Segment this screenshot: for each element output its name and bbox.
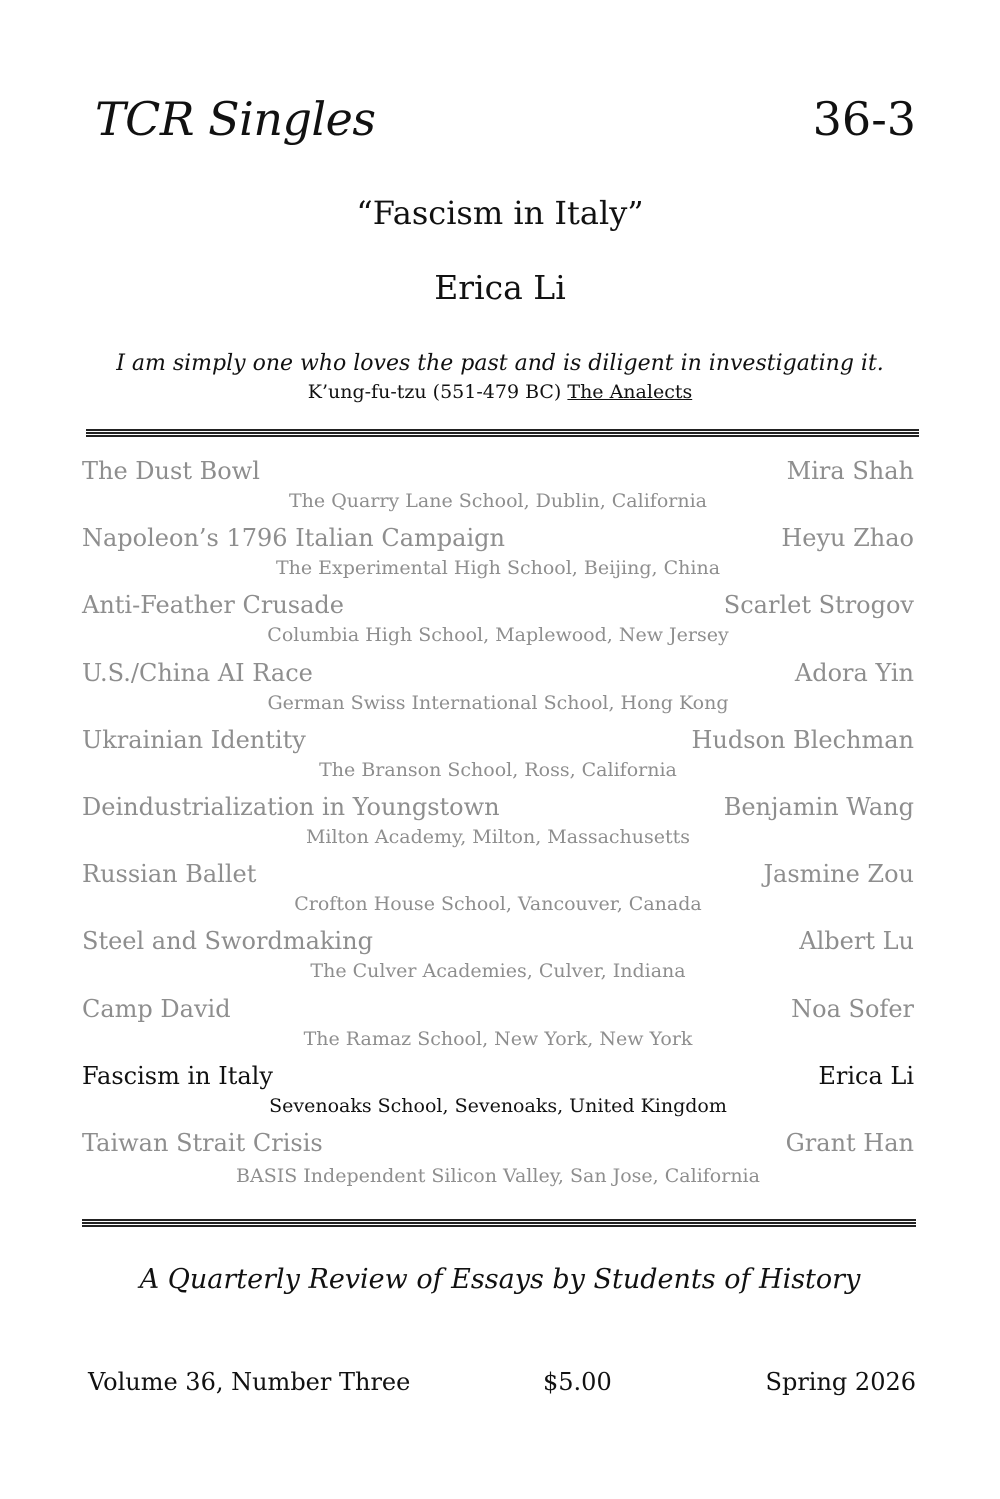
- toc-entry-title: The Dust Bowl: [82, 457, 260, 485]
- footer-date: Spring 2026: [765, 1368, 916, 1396]
- toc-entry: [82, 858, 914, 925]
- toc-entry-author: Albert Lu: [799, 927, 914, 956]
- toc-entry-school: Crofton House School, Vancouver, Canada: [294, 893, 702, 916]
- toc-entry-author: Heyu Zhao: [781, 524, 914, 553]
- toc-entry-title: Napoleon’s 1796 Italian Campaign: [82, 524, 505, 553]
- toc-entry-school: The Quarry Lane School, Dublin, California: [289, 490, 707, 512]
- epigraph-quote: I am simply one who loves the past and is diligent in investigating it.: [116, 351, 884, 376]
- toc-entry-school: The Culver Academies, Culver, Indiana: [310, 960, 686, 983]
- toc-entry-author: Benjamin Wang: [723, 792, 914, 821]
- toc-entry: [82, 993, 914, 1060]
- toc-entry: [82, 589, 914, 656]
- footer-volume: Volume 36, Number Three: [88, 1368, 411, 1396]
- toc-entry: [82, 925, 914, 992]
- toc-entry-school: The Ramaz School, New York, New York: [303, 1027, 693, 1050]
- toc-entry: [82, 1127, 914, 1194]
- tagline: A Quarterly Review of Essays by Students of History: [139, 1264, 861, 1295]
- toc-entry-school: The Experimental High School, Beijing, China: [275, 557, 721, 580]
- epigraph-work: The Analects: [567, 381, 693, 403]
- issue-number: 36-3: [812, 92, 916, 146]
- toc-entry-title: Anti-Feather Crusade: [82, 591, 344, 620]
- toc-entry: [82, 455, 914, 522]
- toc-entry-title: Camp David: [82, 994, 231, 1023]
- bottom-double-rule: [82, 1219, 916, 1227]
- toc-entry-title: Taiwan Strait Crisis: [82, 1128, 323, 1157]
- table-of-contents: [82, 455, 914, 1194]
- toc-entry-author: Hudson Blechman: [691, 725, 914, 754]
- footer-price: $5.00: [543, 1368, 612, 1396]
- toc-entry-author: Scarlet Strogov: [723, 591, 914, 620]
- toc-entry: [82, 657, 914, 724]
- toc-entry-school: German Swiss International School, Hong Kong: [267, 691, 729, 714]
- feature-essay-title: “Fascism in Italy”: [356, 194, 644, 232]
- toc-entry-title: Fascism in Italy: [82, 1061, 273, 1090]
- toc-entry-title: Russian Ballet: [82, 860, 257, 889]
- toc-entry-title: Steel and Swordmaking: [82, 927, 373, 956]
- toc-entry-school: Sevenoaks School, Sevenoaks, United Kingdom: [269, 1094, 727, 1117]
- toc-entry-school: The Branson School, Ross, California: [319, 758, 677, 781]
- toc-entry-author: Mira Shah: [786, 457, 914, 485]
- toc-entry-author: Noa Sofer: [791, 994, 914, 1023]
- epigraph-source: [0, 379, 1000, 405]
- toc-entry-author: Grant Han: [785, 1128, 914, 1157]
- toc-entry: [82, 522, 914, 589]
- toc-entry-title: U.S./China AI Race: [82, 658, 313, 687]
- toc-entry-title: Ukrainian Identity: [82, 725, 306, 754]
- series-title: TCR Singles: [95, 92, 376, 146]
- epigraph: [0, 349, 1000, 405]
- toc-entry-author: Erica Li: [818, 1061, 914, 1090]
- toc-entry: [82, 791, 914, 858]
- toc-entry: [82, 724, 914, 791]
- toc-entry-school: Milton Academy, Milton, Massachusetts: [305, 825, 691, 848]
- epigraph-attribution: K’ung-fu-tzu (551-479 BC): [307, 381, 562, 403]
- toc-entry-author: Jasmine Zou: [763, 860, 914, 889]
- toc-entry-title: Deindustrialization in Youngstown: [82, 792, 500, 821]
- feature-essay-author: Erica Li: [434, 268, 566, 307]
- top-double-rule: [86, 429, 919, 437]
- toc-entry-school: BASIS Independent Silicon Valley, San Jose, California: [236, 1164, 760, 1187]
- toc-entry-school: Columbia High School, Maplewood, New Jersey: [267, 624, 729, 647]
- toc-entry-current: [82, 1060, 914, 1127]
- toc-entry-author: Adora Yin: [794, 658, 914, 687]
